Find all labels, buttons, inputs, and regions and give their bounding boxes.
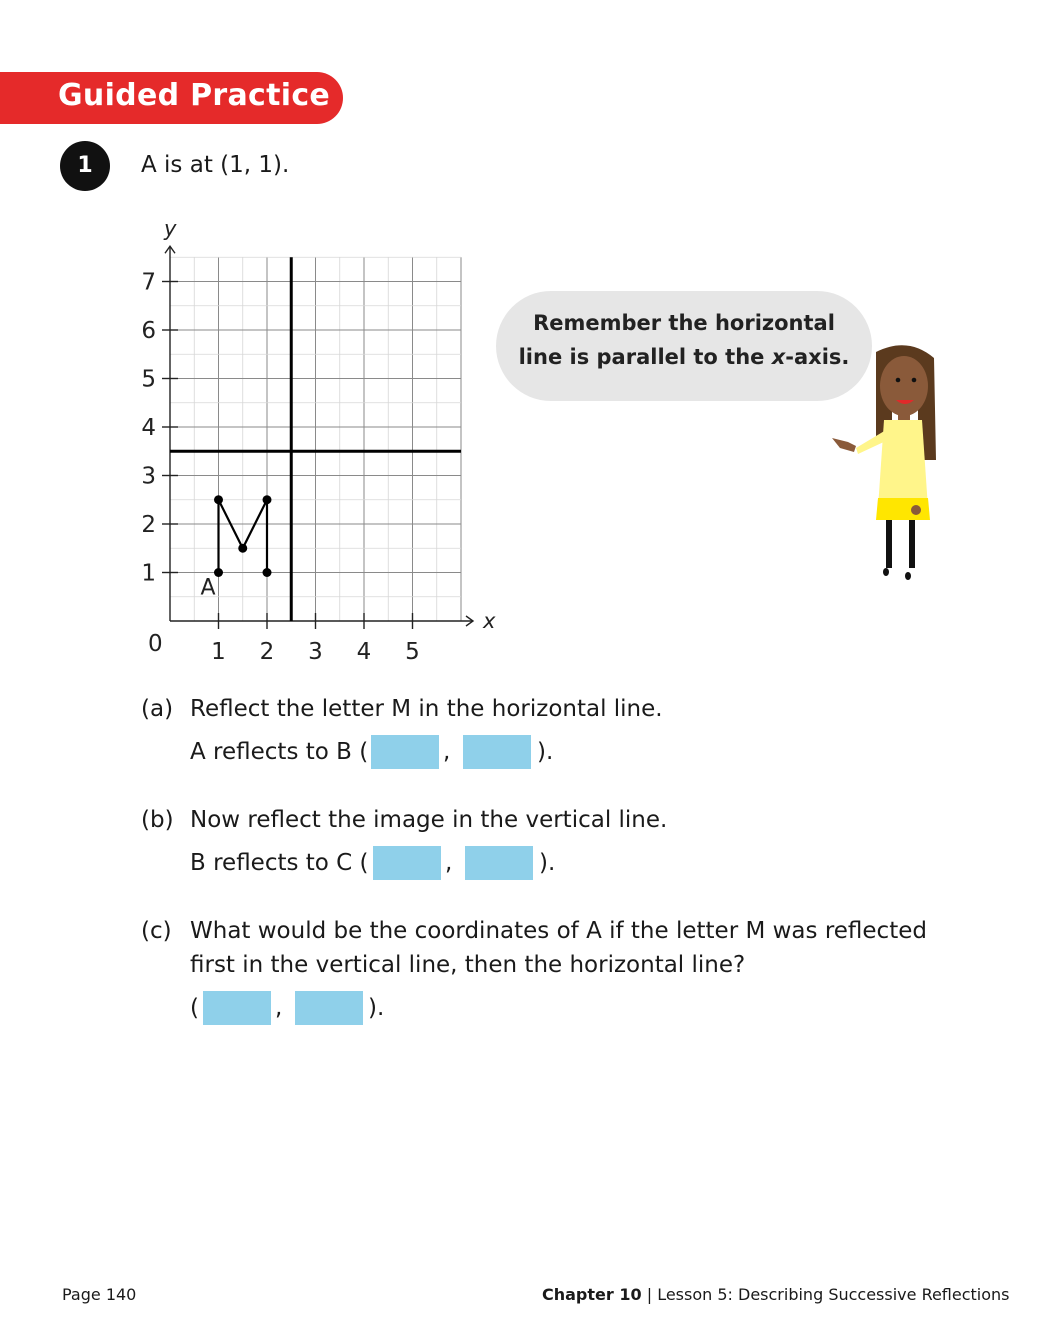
part-c-comma: , (275, 995, 283, 1021)
letter-m-vertex (263, 495, 272, 504)
grid-lines (170, 257, 461, 621)
speech-x-variable: x (771, 345, 786, 369)
question-number-badge: 1 (60, 141, 110, 191)
part-c-answer-suffix: ). (368, 995, 385, 1021)
part-c-label: (c) (141, 918, 172, 944)
part-c-prompt-line-1: What would be the coordinates of A if the letter M was reflected (190, 918, 927, 944)
y-tick-label: 1 (141, 560, 156, 587)
part-c-answer-prefix: ( (190, 995, 199, 1021)
speech-bubble (496, 291, 872, 401)
part-a-prompt: Reflect the letter M in the horizontal line. (190, 696, 663, 722)
y-tick-label: 7 (141, 269, 156, 296)
y-tick-label: 4 (141, 415, 156, 441)
x-tick-label: 3 (308, 639, 323, 665)
part-b-label: (b) (141, 807, 174, 833)
part-b-answer-prefix: B reflects to C ( (190, 850, 369, 876)
section-banner (0, 72, 343, 124)
letter-m-vertex (238, 544, 247, 553)
question-intro: A is at (1, 1). (141, 152, 290, 178)
point-a-label: A (200, 575, 216, 601)
part-b-x-answer-box[interactable] (373, 846, 441, 880)
part-a-answer-suffix: ). (537, 739, 554, 765)
axis-labels (148, 216, 496, 657)
x-tick-label: 1 (211, 639, 226, 665)
part-c-prompt-line-2: first in the vertical line, then the horizontal line? (190, 952, 746, 978)
y-tick-label: 6 (141, 318, 156, 344)
axis-ticks (141, 270, 419, 666)
y-tick-label: 2 (141, 512, 156, 538)
y-tick-label: 5 (141, 366, 156, 393)
x-tick-label: 2 (259, 639, 275, 665)
speech-line-2-text: line is parallel to the (518, 345, 772, 369)
origin-label: 0 (148, 631, 163, 657)
part-b-y-answer-box[interactable] (465, 846, 533, 880)
part-c-y-answer-box[interactable] (295, 991, 363, 1025)
x-axis-label: x (483, 609, 496, 633)
letter-m-vertex (263, 568, 272, 577)
part-b-comma: , (445, 850, 453, 876)
part-a-comma: , (443, 739, 451, 765)
part-b-prompt: Now reflect the image in the vertical line. (190, 807, 668, 833)
part-a-answer-prefix: A reflects to B ( (190, 739, 369, 765)
coordinate-grid (120, 195, 500, 675)
part-a-label: (a) (141, 696, 174, 722)
section-title: Guided Practice (58, 78, 331, 113)
part-a-x-answer-box[interactable] (371, 735, 439, 769)
speech-line-1: Remember the horizontal (533, 311, 835, 335)
footer-separator: | (646, 1285, 653, 1304)
x-tick-label: 4 (356, 639, 372, 665)
y-axis-label: y (164, 216, 177, 241)
speech-line-2-end: -axis. (785, 345, 850, 369)
letter-m-vertex (214, 495, 223, 504)
part-c-x-answer-box[interactable] (203, 991, 271, 1025)
page-number: Page 140 (62, 1285, 137, 1304)
y-tick-label: 3 (141, 463, 156, 490)
footer-chapter: Chapter 10 (542, 1285, 642, 1304)
part-a-y-answer-box[interactable] (463, 735, 531, 769)
girl-character-illustration (826, 330, 946, 585)
axes (165, 246, 473, 626)
speech-line-2 (496, 345, 872, 369)
part-b-answer-suffix: ). (539, 850, 556, 876)
x-tick-label: 5 (405, 639, 420, 665)
footer-lesson (542, 1285, 1010, 1304)
footer-lesson-title: Lesson 5: Describing Successive Reflections (657, 1285, 1010, 1304)
